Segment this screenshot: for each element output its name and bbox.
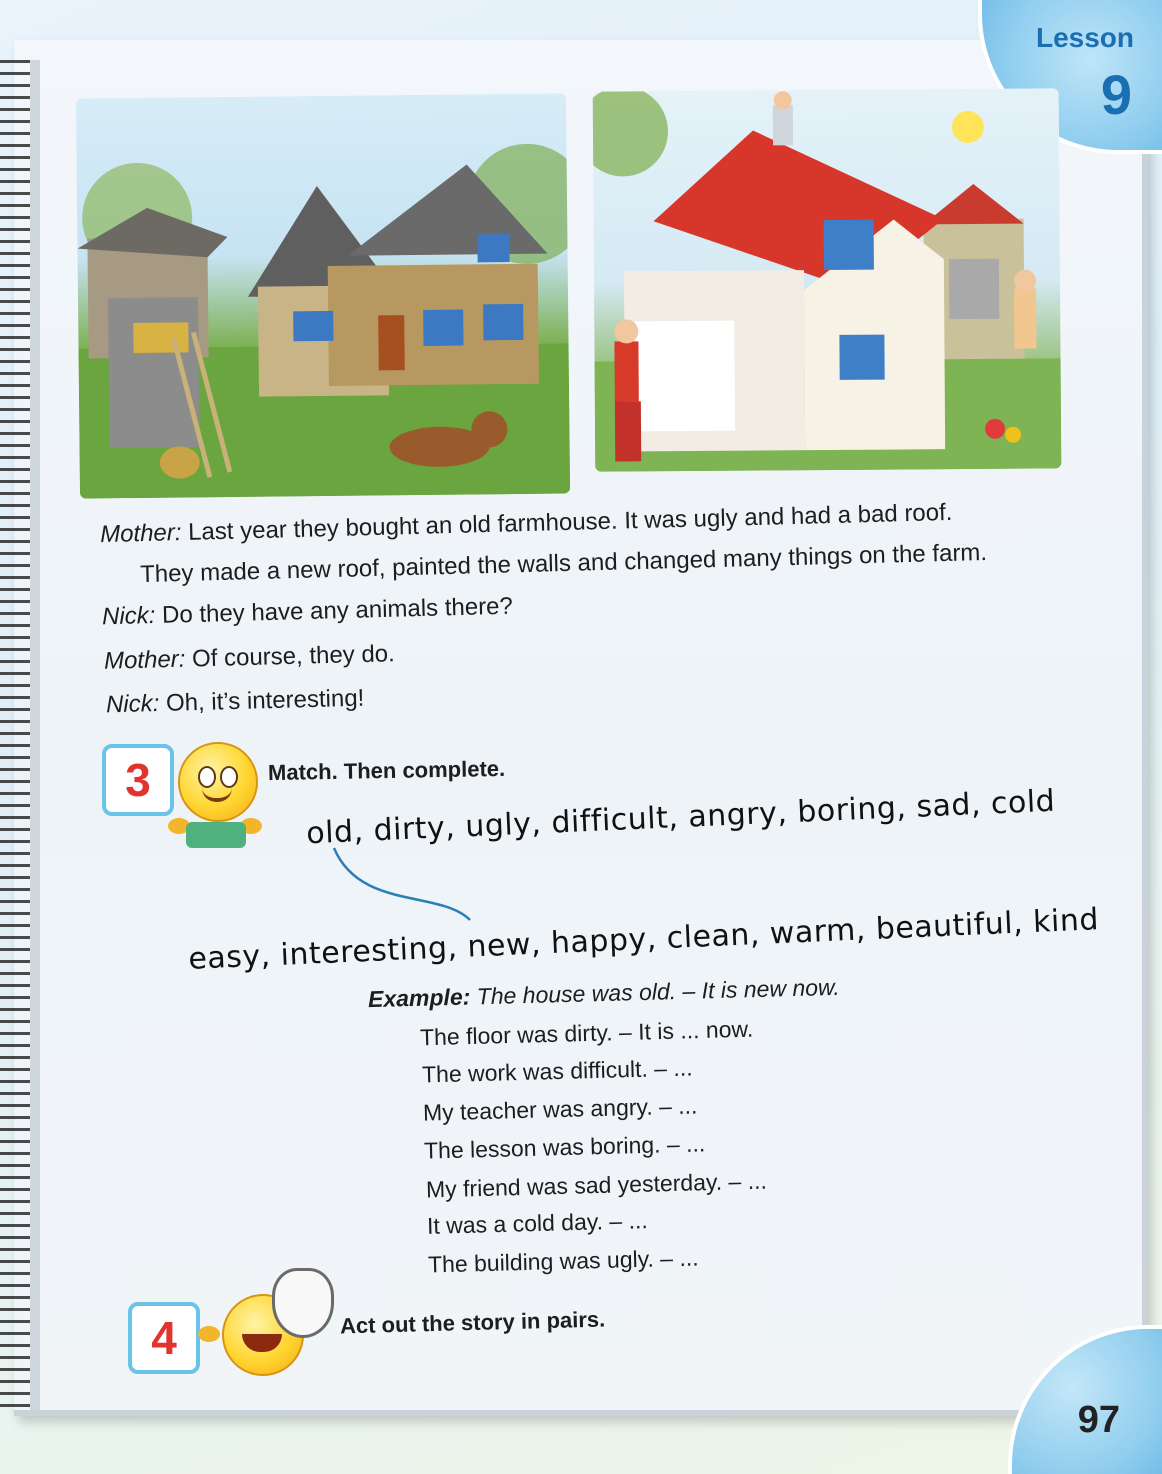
page-edge (30, 60, 40, 1410)
sentence-item: My teacher was angry. – ... (422, 1092, 698, 1126)
sentence-item: The building was ugly. – ... (427, 1244, 699, 1278)
new-farmhouse-illustration (593, 88, 1062, 471)
task-4-title: Act out the story in pairs. (339, 1306, 606, 1339)
lesson-number: 9 (1100, 63, 1132, 126)
dialogue-text: Of course, they do. (185, 640, 396, 673)
speaker-name: Nick: (101, 601, 156, 631)
example-text: The house was old. – It is new now. (469, 973, 840, 1010)
sentence-item: The work was difficult. – ... (421, 1054, 693, 1088)
theatre-mask-icon (272, 1268, 334, 1338)
speaker-name: Mother: (99, 519, 182, 549)
task-4-number: 4 (128, 1302, 200, 1374)
adjectives-new: easy, interesting, new, happy, clean, warm, beautiful, kind (187, 902, 1100, 977)
sentence-item: It was a cold day. – ... (426, 1207, 649, 1239)
lesson-label: Lesson (1035, 22, 1134, 53)
dialogue-text: Oh, it’s interesting! (159, 684, 365, 717)
dialogue-text: They made a new roof, painted the walls and changed many things on the farm. (139, 538, 988, 589)
sentence-item: The lesson was boring. – ... (423, 1130, 706, 1164)
old-farmhouse-illustration (76, 93, 570, 498)
task-3-title: Match. Then complete. (267, 755, 506, 786)
hand-icon (198, 1326, 220, 1342)
dialogue-text: Last year they bought an old farmhouse. It was ugly and had a bad roof. (181, 498, 953, 547)
speaker-name: Nick: (105, 689, 160, 719)
dialogue-text: Do they have any animals there? (155, 592, 514, 629)
task-3-number: 3 (102, 744, 174, 816)
puzzle-icon (186, 822, 246, 848)
sentence-item: My friend was sad yesterday. – ... (425, 1167, 768, 1203)
spiral-binding (0, 60, 30, 1410)
page-number: 97 (1077, 1399, 1120, 1441)
speaker-name: Mother: (103, 645, 186, 675)
adjectives-old: old, dirty, ugly, difficult, angry, boring, sad, cold (305, 783, 1056, 852)
example-label: Example: (367, 983, 471, 1013)
sentence-item: The floor was dirty. – It is ... now. (419, 1015, 754, 1051)
smiley-icon (178, 742, 258, 822)
